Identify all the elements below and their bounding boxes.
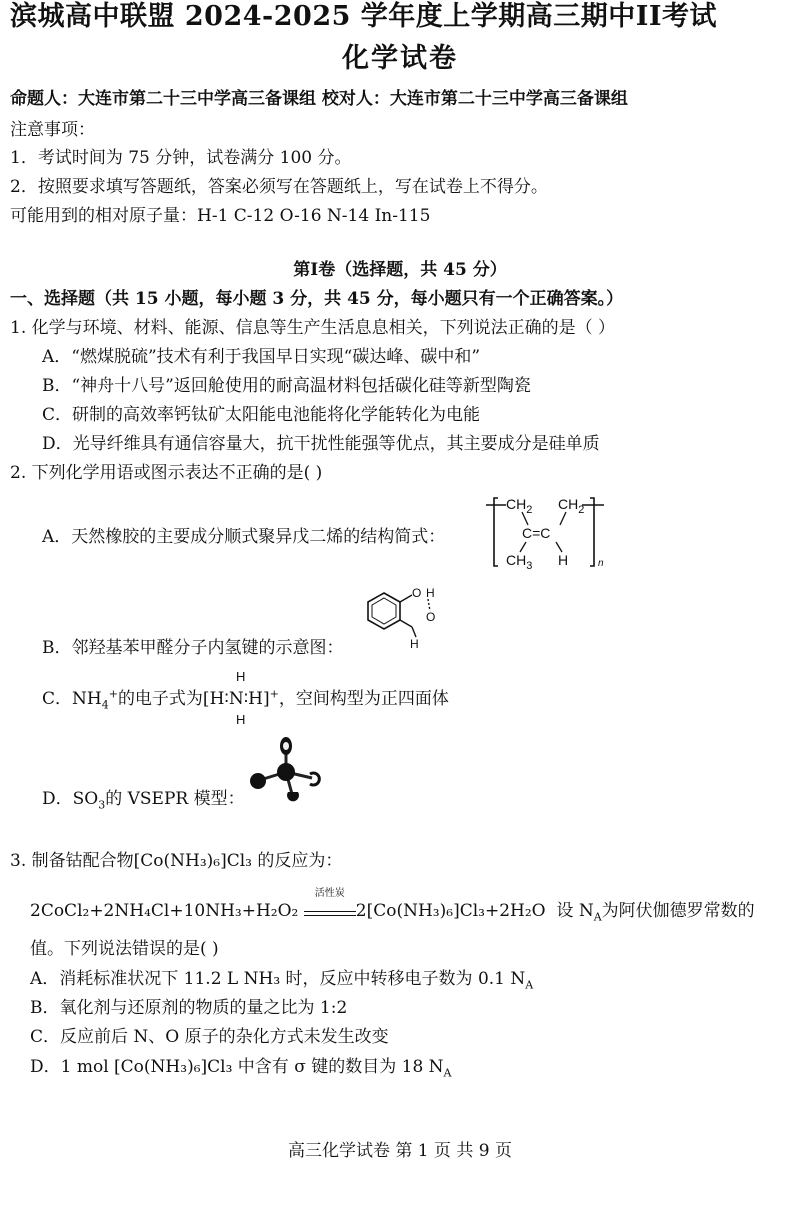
authors-line: 命题人：大连市第二十三中学高三备课组 校对人：大连市第二十三中学高三备课组 xyxy=(10,89,628,109)
salicylaldehyde-structure xyxy=(360,585,450,653)
h-label: H xyxy=(558,552,569,568)
q3-option-a: A．消耗标准状况下 11.2 L NH₃ 时，反应中转移电子数为 0.1 $N_A$ xyxy=(30,969,534,992)
polyisoprene-structure xyxy=(484,490,614,572)
q2-option-b: B．邻羟基苯甲醛分子内氢键的示意图： xyxy=(42,638,344,658)
ch2-right-label: $CH_2$ xyxy=(558,496,585,516)
electron-formula-h-bottom: H xyxy=(236,712,246,727)
atomic-masses: 可能用到的相对原子量：H-1 C-12 O-16 N-14 In-115 xyxy=(10,206,431,226)
ch2-left-label: $CH_2$ xyxy=(506,496,533,516)
note-item-1: 1．考试时间为 75 分钟，试卷满分 100 分。 xyxy=(10,148,352,168)
q3-option-c: C．反应前后 N、O 原子的杂化方式未发生改变 xyxy=(30,1027,389,1047)
page-footer: 高三化学试卷 第 1 页 共 9 页 xyxy=(287,1141,513,1161)
section-title: 第Ⅰ卷（选择题，共 45 分） xyxy=(293,260,507,280)
q2-option-a: A．天然橡胶的主要成分顺式聚异戊二烯的结构简式： xyxy=(42,527,446,547)
carbonyl-o-label: O xyxy=(426,610,436,624)
vsepr-model-figure xyxy=(248,736,324,804)
note-item-2: 2．按照要求填写答题纸，答案必须写在答题纸上，写在试卷上不得分。 xyxy=(10,177,548,197)
section-instructions: 一、选择题（共 15 小题，每小题 3 分，共 45 分，每小题只有一个正确答案。） xyxy=(10,289,624,309)
q3-equation: 2CoCl₂+2NH₄Cl+10NH₃+H₂O₂ 活性炭 2[Co(NH₃)₆]Cl₃+2H₂O 设 $N_A$为阿伏伽德罗常数的 xyxy=(30,888,755,924)
q1-option-c: C．研制的高效率钙钛矿太阳能电池能将化学能转化为电能 xyxy=(42,405,481,425)
exam-title: 滨城高中联盟 2024-2025 学年度上学期高三期中II考试 xyxy=(10,1,718,32)
notes-heading: 注意事项： xyxy=(10,120,95,140)
q1-option-a: A．“燃煤脱硫”技术有利于我国早日实现“碳达峰、碳中和” xyxy=(42,347,481,367)
hydroxyl-h-label: H xyxy=(426,586,435,600)
hydroxyl-o-label: O xyxy=(412,586,422,600)
q1-option-d: D．光导纤维具有通信容量大，抗干扰性能强等优点，其主要成分是硅单质 xyxy=(42,434,600,454)
q2-option-c: C．$NH_4^+$的电子式为[H∶N∶H]+，空间构型为正四面体 xyxy=(42,687,449,712)
exam-subtitle: 化学试卷 xyxy=(342,43,458,74)
ch3-label: $CH_3$ xyxy=(506,552,533,572)
q3-stem: 3. 制备钴配合物[Co(NH₃)₆]Cl₃ 的反应为： xyxy=(10,851,343,871)
catalyst-label: 活性炭 xyxy=(314,888,345,899)
equals-sign xyxy=(304,911,356,916)
reaction-arrow xyxy=(304,888,356,916)
benzene-ring xyxy=(360,585,450,653)
c-double-c-label: C=C xyxy=(522,525,551,541)
q2-option-d: D．$SO_3$的 VSEPR 模型： xyxy=(42,789,245,812)
q3-option-d: D．1 mol [Co(NH₃)₆]Cl₃ 中含有 σ 键的数目为 18 $N_A$ xyxy=(30,1057,452,1080)
vsepr-model-image xyxy=(248,736,324,804)
repeat-n-label: n xyxy=(598,558,604,569)
q1-option-b: B．“神舟十八号”返回舱使用的耐高温材料包括碳化硅等新型陶瓷 xyxy=(42,376,531,396)
q2-stem: 2. 下列化学用语或图示表达不正确的是( ) xyxy=(10,463,323,483)
electron-formula-h-top: H xyxy=(236,669,246,684)
q3-option-b: B．氧化剂与还原剂的物质的量之比为 1:2 xyxy=(30,998,348,1018)
q1-stem: 1. 化学与环境、材料、能源、信息等生产生活息息相关，下列说法正确的是（ ） xyxy=(10,318,616,338)
aldehyde-h-label: H xyxy=(410,637,419,651)
q3-stem-2: 值。下列说法错误的是( ) xyxy=(30,939,219,959)
